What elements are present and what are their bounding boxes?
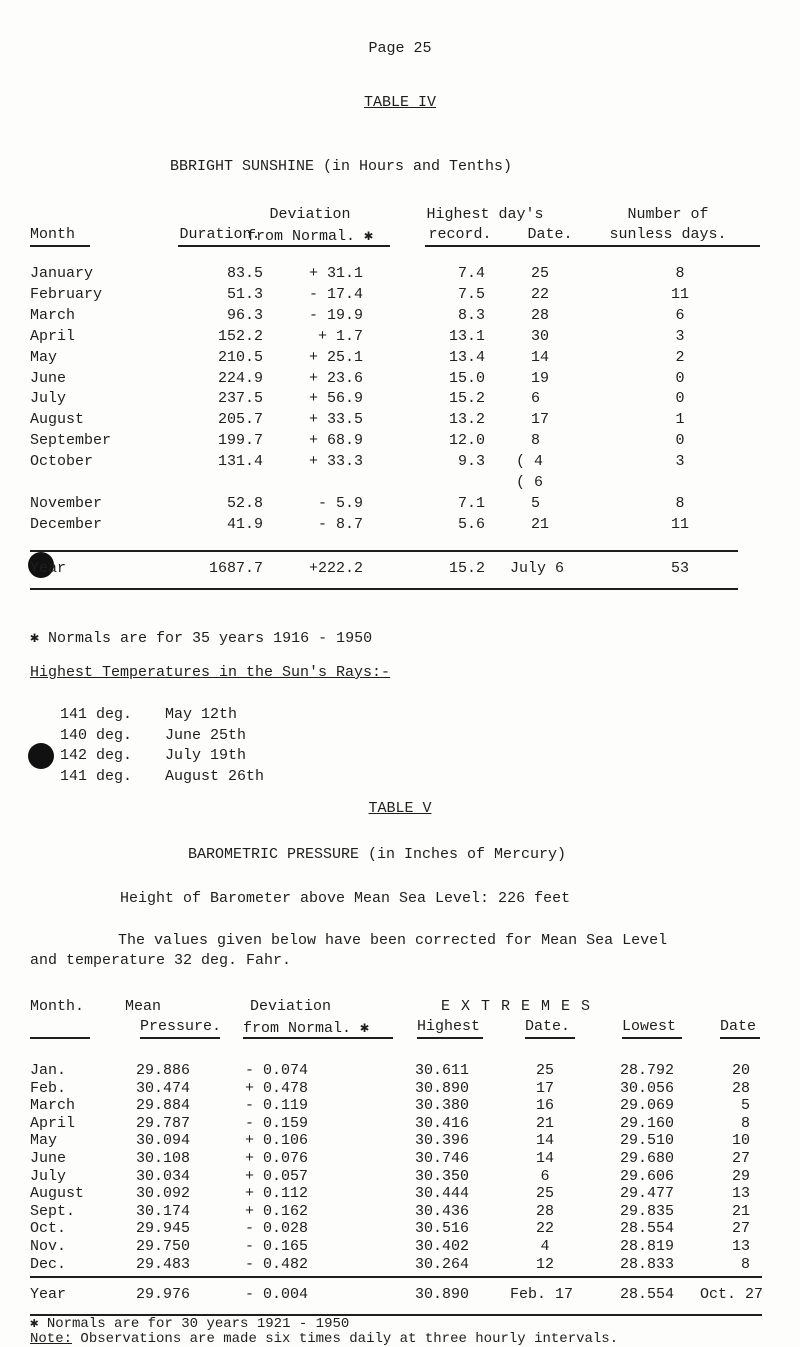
t4-rule-deviation	[250, 245, 390, 247]
t5-lowest: 29.835	[620, 1202, 675, 1220]
barometer-height: Height of Barometer above Mean Sea Level: 226 feet	[120, 890, 571, 907]
table4-subtitle: BBRIGHT SUNSHINE (in Hours and Tenths)	[170, 158, 513, 175]
t5-rule-total-top	[30, 1276, 762, 1278]
t5-mean: 30.174	[136, 1202, 191, 1220]
t5-lowest: 28.554	[620, 1220, 675, 1238]
t5-mean: 30.094	[136, 1132, 191, 1150]
t4-deviation: - 19.9	[308, 306, 363, 324]
t5-highest: 30.890	[415, 1079, 470, 1097]
t5-hdate: 17	[535, 1079, 554, 1097]
t4-duration: 41.9	[226, 515, 263, 533]
t4-duration: 210.5	[217, 348, 263, 366]
t4-date: 8	[531, 432, 541, 450]
sun-ray-temp: 141 deg.	[60, 767, 133, 785]
t4-rule-sunless	[590, 245, 760, 247]
t4-record: 5.6	[457, 515, 485, 533]
t5-deviation: - 0.165	[245, 1238, 309, 1255]
table4-row	[0, 307, 800, 327]
sun-rays-heading: Highest Temperatures in the Sun's Rays:-	[30, 664, 391, 681]
t5-mean: 29.886	[136, 1062, 191, 1079]
t4-total-date: July 6	[510, 560, 565, 577]
t4-sunless: 6	[675, 306, 685, 324]
t5-highest: 30.611	[415, 1062, 470, 1079]
t4-duration: 199.7	[217, 432, 263, 450]
t5-hdate: 21	[535, 1114, 554, 1132]
t4-sunless: 8	[675, 265, 685, 282]
t5-month: June	[30, 1150, 67, 1167]
t5-mean: 29.945	[136, 1220, 191, 1238]
t5-h-mean-2: Pressure.	[140, 1018, 222, 1035]
t4-date: 5	[531, 494, 541, 512]
t5-deviation: - 0.028	[245, 1220, 309, 1238]
t5-ldate: 29	[731, 1167, 750, 1185]
t4-date: 6	[531, 390, 541, 408]
t5-highest: 30.380	[415, 1097, 470, 1115]
t5-hdate: 4	[540, 1238, 550, 1255]
t4-duration: 51.3	[226, 285, 263, 303]
t5-month: April	[30, 1114, 76, 1132]
correction-note-1: The values given below have been corrected for Mean Sea Level	[118, 932, 668, 949]
t4-sunless: 11	[670, 515, 689, 533]
t5-ldate: 13	[731, 1238, 750, 1255]
t5-deviation: + 0.112	[245, 1185, 309, 1203]
t5-ldate: 21	[731, 1202, 750, 1220]
t5-mean: 29.787	[136, 1114, 191, 1132]
t5-deviation: + 0.076	[245, 1150, 309, 1167]
t4-h-duration: Duration.	[179, 226, 261, 243]
t5-month: May	[30, 1132, 58, 1150]
t4-deviation: + 33.5	[308, 411, 363, 429]
table4-row	[0, 286, 800, 306]
sun-ray-item	[0, 768, 800, 788]
t5-lowest: 29.606	[620, 1167, 675, 1185]
sun-ray-temp: 141 deg.	[60, 706, 133, 723]
t5-total-mean: 29.976	[136, 1286, 191, 1303]
t5-total-ldate: Oct. 27	[700, 1286, 764, 1303]
t4-sunless: 0	[675, 369, 685, 387]
t5-mean: 30.108	[136, 1150, 191, 1167]
t4-record: 8.3	[457, 306, 485, 324]
t4-h-deviation-2: from Normal. ✱	[246, 228, 374, 245]
table4-total-row	[0, 560, 800, 580]
t4-date: 28	[531, 306, 550, 324]
table4-row	[0, 432, 800, 452]
t5-ldate: 20	[731, 1062, 750, 1079]
t5-hdate: 28	[535, 1202, 554, 1220]
t4-date: 30	[531, 327, 550, 345]
sun-ray-date: May 12th	[165, 706, 238, 723]
t5-month: Feb.	[30, 1079, 67, 1097]
t4-h-sunless-1: Number of	[627, 206, 709, 223]
t4-deviation: + 23.6	[308, 369, 363, 387]
t5-rule-mean	[140, 1037, 220, 1039]
t4-record: 9.3	[457, 453, 485, 471]
t4-rule-total-bottom	[30, 588, 738, 590]
t5-lowest: 28.833	[620, 1255, 675, 1273]
t5-hdate: 6	[540, 1167, 550, 1185]
t4-month: January	[30, 265, 94, 282]
t4-deviation: + 33.3	[308, 453, 363, 471]
t5-note	[30, 1331, 618, 1347]
t4-date: 21	[531, 515, 550, 533]
t5-highest: 30.402	[415, 1238, 470, 1255]
t5-total-lowest: 28.554	[620, 1286, 675, 1303]
t4-record: 7.4	[457, 265, 485, 282]
page-number: Page 25	[368, 40, 432, 57]
t5-hdate: 22	[535, 1220, 554, 1238]
t4-month: December	[30, 515, 103, 533]
t4-month: May	[30, 348, 58, 366]
t5-hdate: 14	[535, 1132, 554, 1150]
t4-record: 15.2	[448, 390, 485, 408]
t4-duration: 131.4	[217, 453, 263, 471]
t4-sunless: 0	[675, 432, 685, 450]
t4-sunless: 3	[675, 453, 685, 471]
t5-ldate: 8	[740, 1114, 750, 1132]
t5-highest: 30.416	[415, 1114, 470, 1132]
t5-hdate: 25	[535, 1185, 554, 1203]
t5-rule-deviation	[243, 1037, 393, 1039]
sun-ray-item	[0, 727, 800, 747]
t5-month: July	[30, 1167, 67, 1185]
table4-row	[0, 411, 800, 431]
t4-duration: 152.2	[217, 327, 263, 345]
t5-lowest: 29.477	[620, 1185, 675, 1203]
t4-deviation: + 68.9	[308, 432, 363, 450]
t5-h-date1: Date.	[525, 1018, 571, 1035]
t5-lowest: 29.069	[620, 1097, 675, 1115]
t5-h-mean-1: Mean	[125, 998, 162, 1015]
table4-row	[0, 328, 800, 348]
t5-deviation: - 0.482	[245, 1255, 309, 1273]
t4-date: 22	[531, 285, 550, 303]
sun-ray-item	[0, 747, 800, 767]
t5-deviation: + 0.162	[245, 1202, 309, 1220]
t4-duration: 205.7	[217, 411, 263, 429]
t5-deviation: - 0.074	[245, 1062, 309, 1079]
t5-lowest: 28.792	[620, 1062, 675, 1079]
t5-highest: 30.746	[415, 1150, 470, 1167]
t5-ldate: 5	[740, 1097, 750, 1115]
t4-duration: 224.9	[217, 369, 263, 387]
t5-highest: 30.350	[415, 1167, 470, 1185]
t5-ldate: 27	[731, 1150, 750, 1167]
t4-total-record: 15.2	[448, 560, 485, 577]
t4-rule-month	[30, 245, 90, 247]
t5-highest: 30.436	[415, 1202, 470, 1220]
t5-highest: 30.444	[415, 1185, 470, 1203]
t5-lowest: 29.510	[620, 1132, 675, 1150]
t5-lowest: 29.160	[620, 1114, 675, 1132]
t4-sunless: 8	[675, 494, 685, 512]
t5-rule-lowest	[622, 1037, 682, 1039]
t5-deviation: - 0.159	[245, 1114, 309, 1132]
t4-sunless: 2	[675, 348, 685, 366]
t4-h-deviation-1: Deviation	[269, 206, 351, 223]
t5-highest: 30.516	[415, 1220, 470, 1238]
t4-month: July	[30, 390, 67, 408]
t4-record: 15.0	[448, 369, 485, 387]
t5-deviation: + 0.057	[245, 1167, 309, 1185]
t4-deviation: + 31.1	[308, 265, 363, 282]
t4-duration: 83.5	[226, 265, 263, 282]
table4-row	[0, 453, 800, 473]
table5-title: TABLE V	[368, 800, 432, 817]
t5-mean: 30.474	[136, 1079, 191, 1097]
t4-h-highest-record: record.	[428, 226, 492, 243]
t5-ldate: 27	[731, 1220, 750, 1238]
t4-h-highest-1: Highest day's	[426, 206, 544, 223]
t4-deviation: - 5.9	[317, 494, 363, 512]
t5-h-highest: Highest	[417, 1018, 481, 1035]
t4-date: 14	[531, 348, 550, 366]
t5-hdate: 14	[535, 1150, 554, 1167]
t5-note-text: Observations are made six times daily at three hourly intervals.	[72, 1331, 619, 1347]
t5-h-extremes: E X T R E M E S	[441, 998, 592, 1015]
t4-h-highest-date: Date.	[527, 226, 573, 243]
t5-total-deviation: - 0.004	[245, 1286, 309, 1303]
t5-mean: 29.884	[136, 1097, 191, 1115]
t5-ldate: 8	[740, 1255, 750, 1273]
t4-month: June	[30, 369, 67, 387]
t4-h-month: Month	[30, 226, 76, 243]
t5-month: Jan.	[30, 1062, 67, 1079]
t5-total-month: Year	[30, 1286, 67, 1303]
t5-total-hdate: Feb. 17	[510, 1286, 574, 1303]
table4-title: TABLE IV	[363, 94, 436, 111]
t5-h-date2: Date	[720, 1018, 757, 1035]
t5-month: March	[30, 1097, 76, 1115]
t4-total-sunless: 53	[670, 560, 689, 577]
t4-record: 7.5	[457, 285, 485, 303]
t5-h-lowest: Lowest	[622, 1018, 677, 1035]
t4-date: ( 4	[516, 453, 544, 471]
t4-date: 25	[531, 265, 550, 282]
table5-subtitle: BAROMETRIC PRESSURE (in Inches of Mercury)	[188, 846, 567, 863]
sun-ray-item	[0, 706, 800, 726]
t4-rule-highest	[425, 245, 605, 247]
t4-h-sunless-2: sunless days.	[609, 226, 727, 243]
t4-month: October	[30, 453, 94, 471]
t4-total-duration: 1687.7	[208, 560, 263, 577]
table5-total-row	[0, 1286, 800, 1306]
sun-ray-date: August 26th	[165, 767, 265, 785]
table4-row	[0, 265, 800, 285]
t5-highest: 30.396	[415, 1132, 470, 1150]
t5-month: Sept.	[30, 1202, 76, 1220]
t4-month: November	[30, 494, 103, 512]
t4-record: 13.1	[448, 327, 485, 345]
t4-total-month: Year	[30, 560, 67, 577]
t4-sunless: 3	[675, 327, 685, 345]
t4-duration: 237.5	[217, 390, 263, 408]
t4-sunless: 11	[670, 285, 689, 303]
t5-h-deviation-1: Deviation	[250, 998, 332, 1015]
t5-month: August	[30, 1185, 85, 1203]
t5-month: Oct.	[30, 1220, 67, 1238]
t5-total-highest: 30.890	[415, 1286, 470, 1303]
sun-ray-temp: 140 deg.	[60, 726, 133, 744]
t4-record: 13.4	[448, 348, 485, 366]
t4-total-deviation: +222.2	[308, 560, 363, 577]
t5-highest: 30.264	[415, 1255, 470, 1273]
t4-footnote: ✱ Normals are for 35 years 1916 - 1950	[30, 630, 373, 647]
t4-deviation: - 8.7	[317, 515, 363, 533]
t5-deviation: + 0.478	[245, 1079, 309, 1097]
t5-ldate: 28	[731, 1079, 750, 1097]
t4-month: March	[30, 306, 76, 324]
t5-ldate: 13	[731, 1185, 750, 1203]
t4-sunless: 0	[675, 390, 685, 408]
correction-note-2: and temperature 32 deg. Fahr.	[30, 952, 292, 969]
t5-hdate: 25	[535, 1062, 554, 1079]
t4-date: 17	[531, 411, 550, 429]
t5-lowest: 29.680	[620, 1150, 675, 1167]
t5-lowest: 28.819	[620, 1238, 675, 1255]
t5-h-deviation-2: from Normal. ✱	[243, 1020, 370, 1037]
t4-sunless: 1	[675, 411, 685, 429]
t5-hdate: 12	[535, 1255, 554, 1273]
t4-duration: 52.8	[226, 494, 263, 512]
t4-deviation: + 25.1	[308, 348, 363, 366]
table4-row	[0, 516, 800, 536]
sun-ray-date: June 25th	[165, 726, 247, 744]
t5-mean: 30.092	[136, 1185, 191, 1203]
t5-month: Dec.	[30, 1255, 67, 1273]
t5-rule-month	[30, 1037, 90, 1039]
t5-month: Nov.	[30, 1238, 67, 1255]
table4-row	[0, 495, 800, 515]
t5-rule-date1	[525, 1037, 575, 1039]
table4-row	[0, 474, 800, 494]
t5-mean: 29.750	[136, 1238, 191, 1255]
table5-row	[0, 1256, 800, 1276]
t4-month: September	[30, 432, 112, 450]
sun-ray-temp: 142 deg.	[60, 747, 133, 764]
t4-deviation: - 17.4	[308, 285, 363, 303]
t4-rule-total-top	[30, 550, 738, 552]
t5-rule-date2	[720, 1037, 760, 1039]
table4-row	[0, 390, 800, 410]
t4-month: August	[30, 411, 85, 429]
t4-date: 19	[531, 369, 550, 387]
t5-lowest: 30.056	[620, 1079, 675, 1097]
sun-ray-date: July 19th	[165, 747, 247, 764]
t5-ldate: 10	[731, 1132, 750, 1150]
t5-note-label: Note:	[30, 1331, 73, 1347]
t4-deviation: + 1.7	[317, 327, 363, 345]
t5-deviation: - 0.119	[245, 1097, 309, 1115]
t4-month: February	[30, 285, 103, 303]
t5-rule-highest	[417, 1037, 483, 1039]
t4-month: April	[30, 327, 76, 345]
t5-h-month: Month.	[30, 998, 85, 1015]
t4-record: 13.2	[448, 411, 485, 429]
table4-row	[0, 370, 800, 390]
table4-row	[0, 349, 800, 369]
t5-hdate: 16	[535, 1097, 554, 1115]
t4-record: 12.0	[448, 432, 485, 450]
t4-duration: 96.3	[226, 306, 263, 324]
t5-footnote: ✱ Normals are for 30 years 1921 - 1950	[30, 1316, 350, 1332]
t4-deviation: + 56.9	[308, 390, 363, 408]
t5-mean: 30.034	[136, 1167, 191, 1185]
t4-date: ( 6	[516, 474, 544, 491]
t4-record: 7.1	[457, 494, 485, 512]
t5-deviation: + 0.106	[245, 1132, 309, 1150]
t5-mean: 29.483	[136, 1255, 191, 1273]
